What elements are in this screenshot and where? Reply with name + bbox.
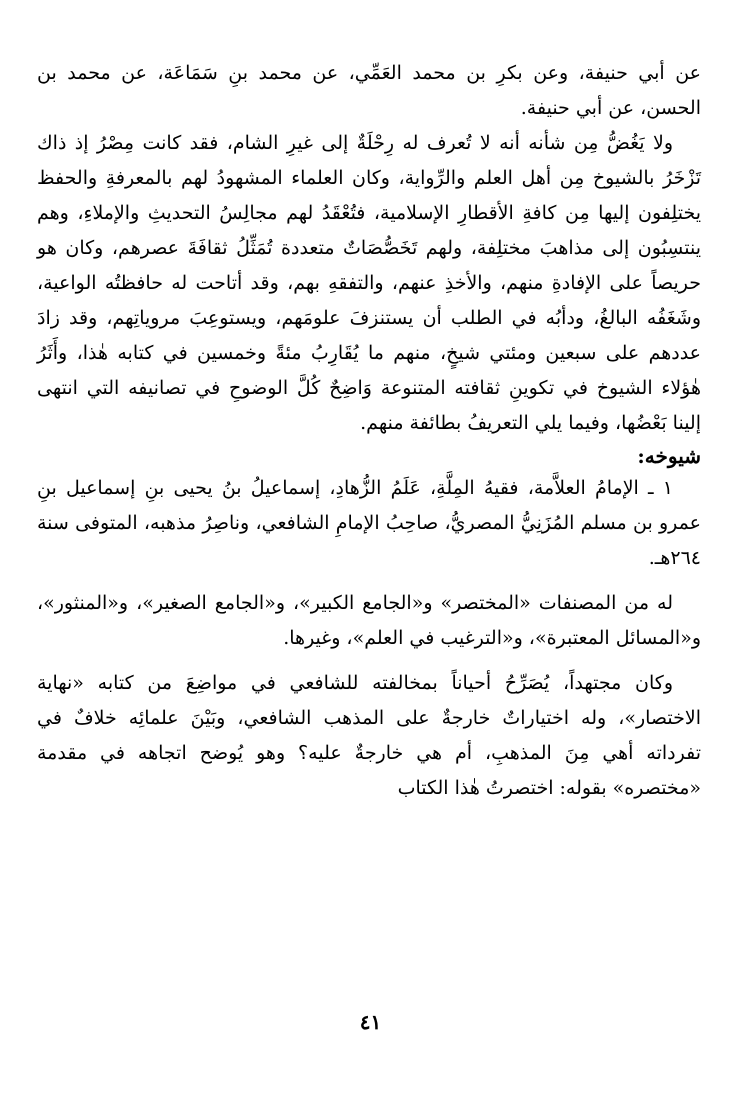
- page-number: ٤١: [359, 1010, 382, 1034]
- section-heading: شيوخه:: [637, 444, 701, 468]
- body-text: [37, 56, 701, 806]
- paragraph-continuation: عن أبي حنيفة، وعن بكرِ بن محمد العَمِّي، عن محمد بنِ سَمَاعَة، عن محمد بن الحسن، عن أبي حنيفة.: [37, 62, 701, 119]
- paragraph-shuyukh-intro: ولا يَغُضُّ مِن شأنه أنه لا تُعرف له رِحْلَةٌ إلى غيرِ الشام، فقد كانت مِصْرُ إذ ذاك تَزْخَرُ بالشيوخ مِن أهل العلم والرِّواية، وكان العلماء المشهودُ لهم بالمعرفةِ والحفظ يختلِفون إليها مِن كافةِ الأقطارِ الإسلامية، فتُعْقَدُ لهم مجالِسُ التحديثِ والإملاءِ، وهم ينتسِبُون إلى مذاهبَ مختلِفة، ولهم تَخَصُّصَاتٌ متعددة تُمَثِّلُ ثقافَةَ عصرهم، وكان هو حريصاً على الإفادةِ منهم، والأخذِ عنهم، والتفقهِ بهم، وقد أتاحت له حافظتُه الواعية، وشَغَفُه البالغُ، ودأبُه في الطلب أن يستنزفَ علومَهم، ويستوعِبَ مروياتِهم، وقد زادَ عددهم على سبعين ومئتي شيخٍ، منهم ما يُقَارِبُ مئةً وخمسين في كتابه هٰذا، وأَثَرُ هٰؤلاء الشيوخ في تكوينِ ثقافته المتنوعة وَاضِحٌ كُلَّ الوضوحِ في تصانيفه التي انتهى إلينا بَعْضُها، وفيما يلي التعريفُ بطائفة منهم.: [37, 132, 701, 434]
- paragraph-works: له من المصنفات «المختصر» و«الجامع الكبير»، و«الجامع الصغير»، و«المنثور»، و«المسائل المعتبرة»، و«الترغيب في العلم»، وغيرها.: [37, 592, 701, 649]
- entry-muzani: ١ ـ الإمامُ العلاَّمة، فقيهُ المِلَّةِ، عَلَمُ الزُّهادِ، إسماعيلُ بنُ يحيى بنِ إسماعيل بنِ عمرو بن مسلم المُزَنِيُّ المصريُّ، صاحِبُ الإمامِ الشافعي، وناصِرُ مذهبه، المتوفى سنة ٢٦٤هـ.: [37, 477, 701, 569]
- paragraph-ijtihad: وكان مجتهداً، يُصَرِّحُ أحياناً بمخالفته للشافعي في مواضِعَ من كتابه «نهاية الاختصار»، وله اختياراتٌ خارجةٌ على المذهب الشافعي، وبَيْنَ علمائِه خلافٌ في تفرداته أهي مِنَ المذهبِ، أم هي خارجةٌ عليه؟ وهو يُوضح اتجاهه في مقدمة «مختصره» بقوله: اختصرتُ هٰذا الكتاب: [37, 672, 701, 799]
